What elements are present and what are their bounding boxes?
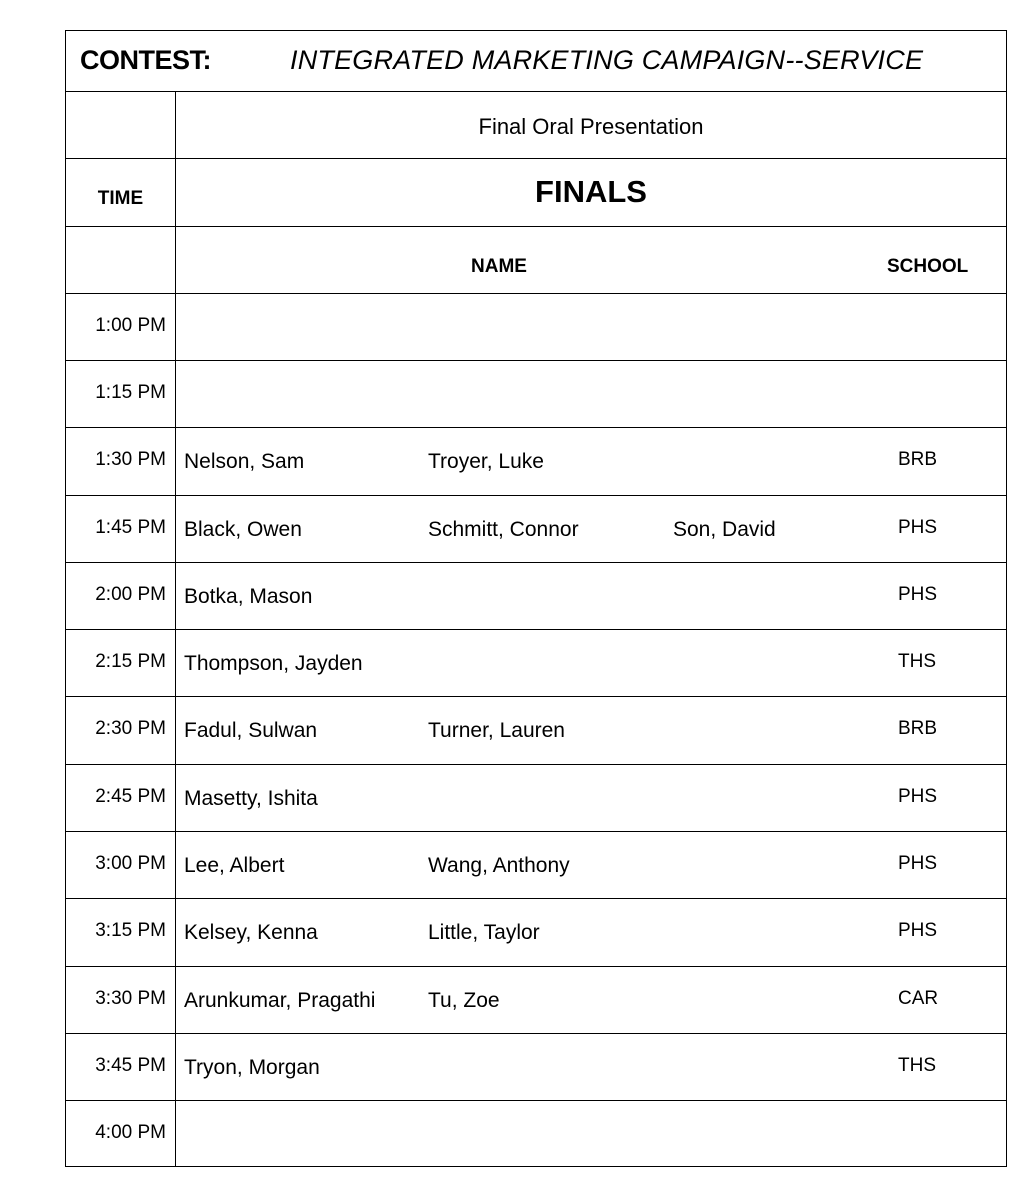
table-row	[66, 562, 1006, 629]
name-cell: Son, David	[673, 518, 776, 541]
table-row	[66, 360, 1006, 427]
time-cell: 3:30 PM	[95, 988, 166, 1009]
table-row	[66, 629, 1006, 696]
time-cell: 1:00 PM	[95, 315, 166, 336]
name-cell: Nelson, Sam	[184, 450, 305, 473]
school-cell: PHS	[898, 517, 938, 538]
school-cell: THS	[898, 1055, 936, 1076]
table-row	[66, 696, 1006, 763]
school-cell: PHS	[898, 853, 938, 874]
school-cell: PHS	[898, 786, 938, 807]
time-cell: 4:00 PM	[95, 1122, 166, 1143]
name-cell: Troyer, Luke	[428, 450, 544, 473]
name-column-header: NAME	[471, 256, 527, 277]
contest-label: CONTEST:	[80, 45, 211, 75]
presentation-subtitle: Final Oral Presentation	[478, 114, 704, 139]
name-cell: Masetty, Ishita	[184, 787, 318, 810]
time-cell: 1:15 PM	[95, 382, 166, 403]
name-cell: Turner, Lauren	[428, 719, 565, 742]
name-cell: Tu, Zoe	[428, 989, 500, 1012]
name-cell: Black, Owen	[184, 518, 302, 541]
table-row	[66, 831, 1006, 898]
school-cell: PHS	[898, 584, 938, 605]
table-row	[66, 1033, 1006, 1100]
time-cell: 1:45 PM	[95, 517, 166, 538]
table-row	[66, 293, 1006, 360]
name-cell: Schmitt, Connor	[428, 518, 579, 541]
school-cell: THS	[898, 651, 936, 672]
school-cell: BRB	[898, 449, 938, 470]
time-cell: 3:15 PM	[95, 920, 166, 941]
divider	[66, 226, 1006, 227]
name-cell: Fadul, Sulwan	[184, 719, 318, 742]
table-row	[66, 1100, 1006, 1167]
name-cell: Lee, Albert	[184, 854, 285, 877]
time-cell: 1:30 PM	[95, 449, 166, 470]
name-cell: Kelsey, Kenna	[184, 921, 318, 944]
name-cell: Arunkumar, Pragathi	[184, 989, 376, 1012]
school-cell: PHS	[898, 920, 938, 941]
name-cell: Tryon, Morgan	[184, 1056, 320, 1079]
time-cell: 2:45 PM	[95, 786, 166, 807]
divider	[66, 91, 1006, 92]
school-column-header: SCHOOL	[887, 256, 969, 277]
contest-name: INTEGRATED MARKETING CAMPAIGN--SERVICE	[290, 45, 924, 75]
time-column-header: TIME	[97, 188, 144, 209]
name-cell: Botka, Mason	[184, 585, 313, 608]
schedule-table	[65, 30, 1007, 1167]
table-row	[66, 764, 1006, 831]
time-cell: 2:00 PM	[95, 584, 166, 605]
table-row	[66, 495, 1006, 562]
divider	[66, 158, 1006, 159]
time-cell: 3:45 PM	[95, 1055, 166, 1076]
table-row	[66, 966, 1006, 1033]
time-cell: 2:30 PM	[95, 718, 166, 739]
name-cell: Wang, Anthony	[428, 854, 570, 877]
school-cell: CAR	[898, 988, 939, 1009]
time-cell: 3:00 PM	[95, 853, 166, 874]
table-row	[66, 898, 1006, 965]
name-cell: Little, Taylor	[428, 921, 540, 944]
table-row	[66, 427, 1006, 494]
round-title: FINALS	[535, 174, 647, 209]
name-cell: Thompson, Jayden	[184, 652, 363, 675]
time-cell: 2:15 PM	[95, 651, 166, 672]
school-cell: BRB	[898, 718, 938, 739]
